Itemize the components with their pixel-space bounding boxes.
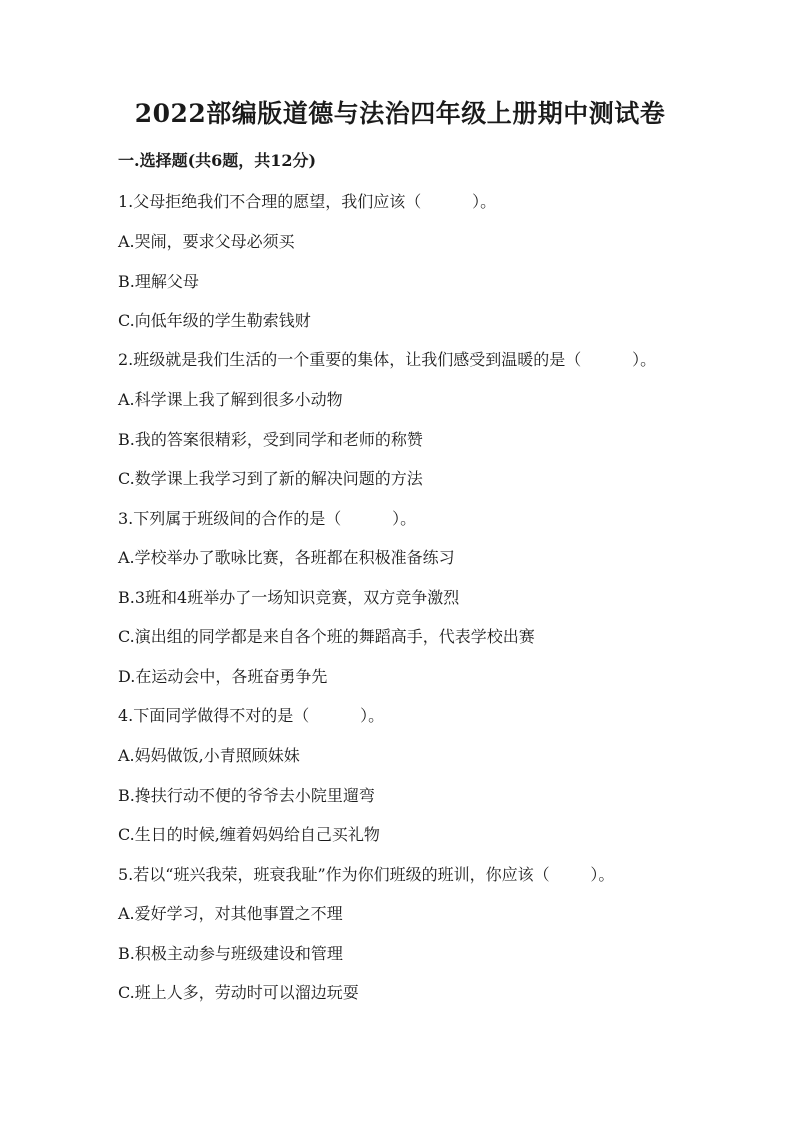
option-text: C.生日的时候,缠着妈妈给自己买礼物 [118,825,380,844]
option-text: A.学校举办了歌咏比赛，各班都在积极准备练习 [118,548,455,567]
question-stem: 4.下面同学做得不对的是（ ）。 [118,706,385,725]
option-text: C.演出组的同学都是来自各个班的舞蹈高手，代表学校出赛 [118,627,535,646]
option-text: C.数学课上我学习到了新的解决问题的方法 [118,469,423,488]
option-text: C.班上人多，劳动时可以溜边玩耍 [118,983,359,1002]
option-text: B.理解父母 [118,272,199,291]
option-text: B.3班和4班举办了一场知识竞赛，双方竞争激烈 [118,588,460,607]
option-text: A.科学课上我了解到很多小动物 [118,390,343,409]
option-text: B.积极主动参与班级建设和管理 [118,944,343,963]
option-text: A.哭闹，要求父母必须买 [118,232,295,251]
question-stem: 2.班级就是我们生活的一个重要的集体，让我们感受到温暖的是（ ）。 [118,350,657,369]
option-text: A.妈妈做饭,小青照顾妹妹 [118,746,300,765]
option-text: B.搀扶行动不便的爷爷去小院里遛弯 [118,786,375,805]
option-text: D.在运动会中，各班奋勇争先 [118,667,328,686]
question-stem: 5.若以“班兴我荣，班衰我耻”作为你们班级的班训，你应该（ ）。 [118,865,615,884]
option-text: C.向低年级的学生勒索钱财 [118,311,311,330]
section-heading: 一.选择题(共6题，共12分) [118,151,317,170]
page-title: 2022部编版道德与法治四年级上册期中测试卷 [134,99,666,128]
option-text: A.爱好学习，对其他事置之不理 [118,904,343,923]
question-stem: 1.父母拒绝我们不合理的愿望，我们应该（ ）。 [118,192,497,211]
question-stem: 3.下列属于班级间的合作的是（ ）。 [118,509,417,528]
option-text: B.我的答案很精彩，受到同学和老师的称赞 [118,430,423,449]
